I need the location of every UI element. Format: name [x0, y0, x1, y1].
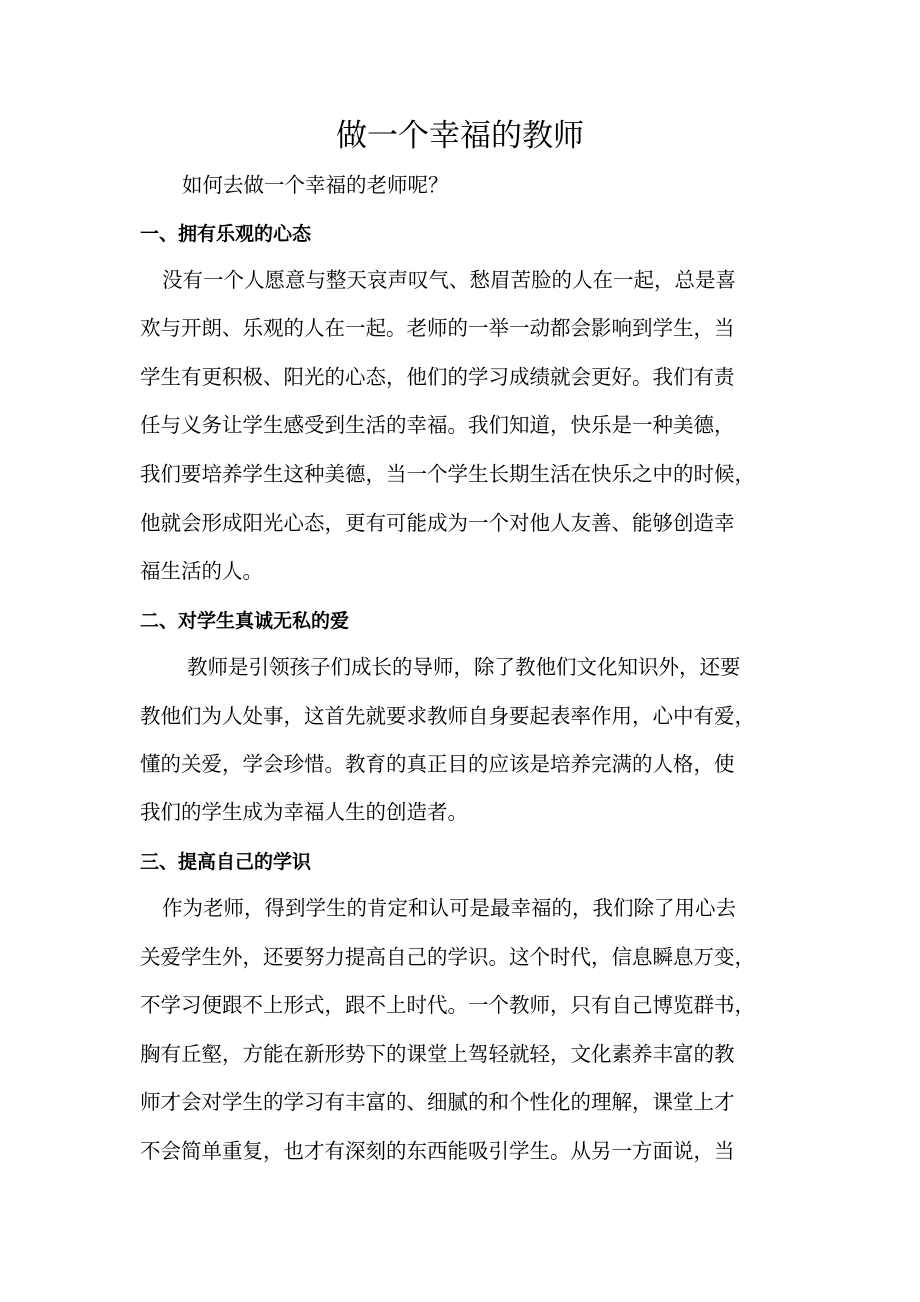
section-1-line-7: 福生活的人。 [140, 559, 263, 583]
section-1-line-1: 没有一个人愿意与整天哀声叹气、愁眉苦脸的人在一起，总是喜 [162, 268, 736, 292]
section-3-line-3: 不学习便跟不上形式，跟不上时代。一个教师，只有自己博览群书， [140, 993, 755, 1017]
section-heading-1: 一、拥有乐观的心态 [140, 223, 312, 245]
document-title: 做一个幸福的教师 [336, 118, 584, 154]
section-1-line-5: 我们要培养学生这种美德，当一个学生长期生活在快乐之中的时候， [140, 462, 755, 486]
section-1-line-3: 学生有更积极、阳光的心态，他们的学习成绩就会更好。我们有责 [140, 365, 735, 389]
section-1-line-2: 欢与开朗、乐观的人在一起。老师的一举一动都会影响到学生，当 [140, 316, 735, 340]
section-2-line-4: 我们的学生成为幸福人生的创造者。 [140, 800, 468, 824]
section-3-line-5: 师才会对学生的学习有丰富的、细腻的和个性化的理解，课堂上才 [140, 1090, 735, 1114]
section-2-line-3: 懂的关爱，学会珍惜。教育的真正目的应该是培养完满的人格，使 [140, 752, 735, 776]
section-2-line-1: 教师是引领孩子们成长的导师，除了教他们文化知识外，还要 [187, 655, 741, 679]
section-1-line-4: 任与义务让学生感受到生活的幸福。我们知道，快乐是一种美德， [140, 413, 735, 437]
section-2-line-2: 教他们为人处事，这首先就要求教师自身要起表率作用，心中有爱， [140, 704, 755, 728]
section-3-line-2: 关爱学生外，还要努力提高自己的学识。这个时代，信息瞬息万变， [140, 945, 755, 969]
intro-question: 如何去做一个幸福的老师呢？ [182, 173, 449, 197]
section-3-line-4: 胸有丘壑，方能在新形势下的课堂上驾轻就轻，文化素养丰富的教 [140, 1042, 735, 1066]
section-3-line-1: 作为老师，得到学生的肯定和认可是最幸福的，我们除了用心去 [162, 896, 736, 920]
section-1-line-6: 他就会形成阳光心态，更有可能成为一个对他人友善、能够创造幸 [140, 511, 735, 535]
section-heading-2: 二、对学生真诚无私的爱 [140, 610, 350, 632]
section-3-line-6: 不会简单重复，也才有深刻的东西能吸引学生。从另一方面说，当 [140, 1139, 735, 1163]
section-heading-3: 三、提高自己的学识 [140, 851, 312, 873]
